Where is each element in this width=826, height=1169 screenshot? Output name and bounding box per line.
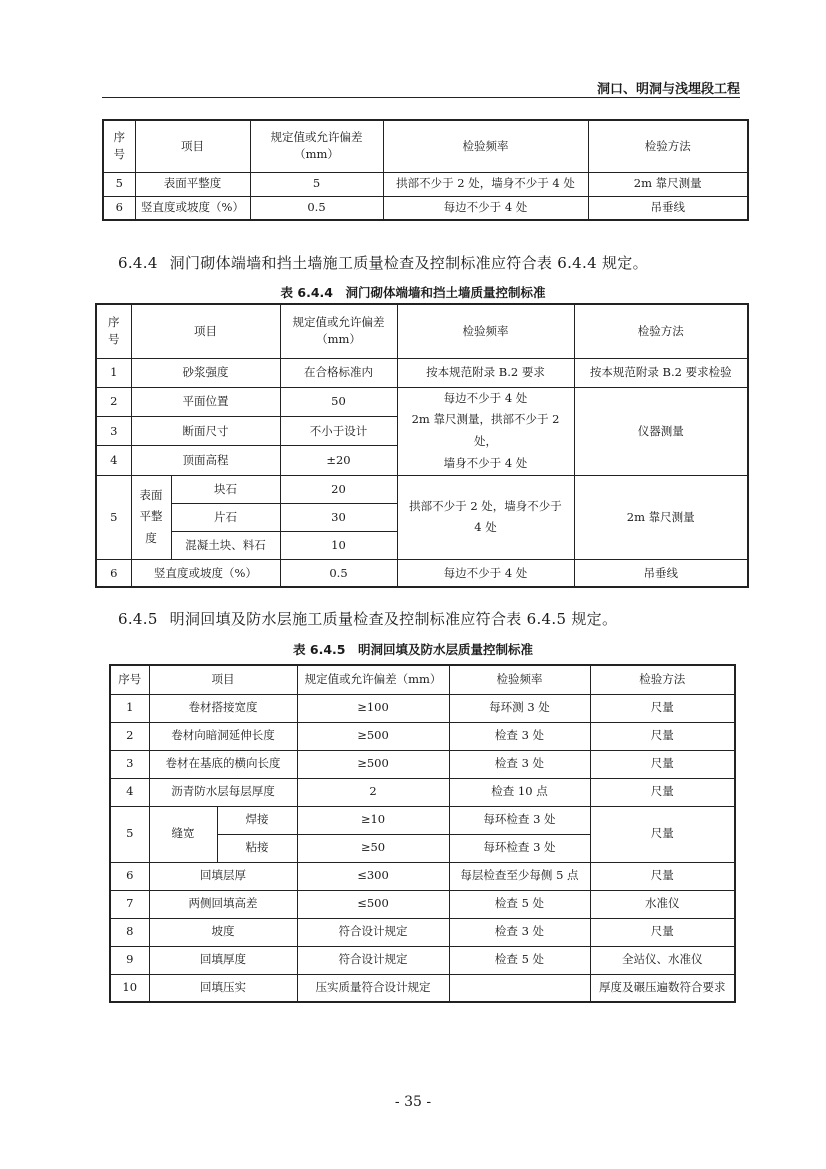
cell-item: 竖直度或坡度（%） (135, 196, 250, 220)
clause-6-4-5 (118, 608, 617, 629)
header-item: 项目 (131, 304, 280, 358)
cell-item: 卷材搭接宽度 (149, 694, 297, 722)
header-tolerance: 规定值或允许偏差 （mm） (250, 120, 383, 172)
cell-method: 尺量 (590, 778, 735, 806)
cell-tolerance: ≥500 (297, 722, 449, 750)
cell-tolerance: 0.5 (280, 559, 397, 587)
cell-method: 按本规范附录 B.2 要求检验 (574, 358, 748, 387)
cell-no: 1 (110, 694, 149, 722)
cell-item: 回填压实 (149, 974, 297, 1002)
cell-method: 尺量 (590, 918, 735, 946)
cell-item: 表面平整度 (135, 172, 250, 196)
header-method: 检验方法 (574, 304, 748, 358)
cell-no: 2 (96, 387, 131, 416)
cell-no: 7 (110, 890, 149, 918)
cell-group: 缝宽 (149, 806, 217, 862)
cell-frequency: 每层检查至少每侧 5 点 (449, 862, 590, 890)
table-row (110, 722, 735, 750)
cell-no: 4 (110, 778, 149, 806)
cell-item: 沥青防水层每层厚度 (149, 778, 297, 806)
cell-item: 平面位置 (131, 387, 280, 416)
cell-method-merged: 仪器测量 (574, 387, 748, 475)
table-row (110, 862, 735, 890)
table-header-row (103, 120, 748, 172)
cell-method: 2m 靠尺测量 (588, 172, 748, 196)
cell-no: 2 (110, 722, 149, 750)
cell-frequency: 检查 3 处 (449, 750, 590, 778)
table-row (110, 778, 735, 806)
table-row (103, 172, 748, 196)
cell-method: 水准仪 (590, 890, 735, 918)
cell-group: 表面 平整 度 (131, 475, 171, 559)
header-tolerance: 规定值或允许偏差 （mm） (280, 304, 397, 358)
table-continued (102, 119, 749, 221)
cell-tolerance: 50 (280, 387, 397, 416)
header-frequency: 检验频率 (383, 120, 588, 172)
cell-no: 6 (110, 862, 149, 890)
cell-no: 6 (103, 196, 135, 220)
cell-tolerance: 符合设计规定 (297, 946, 449, 974)
table-row (96, 559, 748, 587)
cell-tolerance: 2 (297, 778, 449, 806)
clause-text: 明洞回填及防水层施工质量检查及控制标准应符合表 6.4.5 规定。 (169, 610, 618, 628)
table-row (103, 196, 748, 220)
table-6-4-5 (109, 664, 736, 1003)
cell-item: 两侧回填高差 (149, 890, 297, 918)
table-row (110, 750, 735, 778)
cell-no: 1 (96, 358, 131, 387)
cell-method: 吊垂线 (574, 559, 748, 587)
cell-tolerance: 0.5 (250, 196, 383, 220)
header-frequency: 检验频率 (449, 665, 590, 694)
cell-tolerance: 5 (250, 172, 383, 196)
header-tolerance: 规定值或允许偏差（mm） (297, 665, 449, 694)
cell-subitem: 焊接 (217, 806, 297, 834)
cell-method: 尺量 (590, 694, 735, 722)
clause-6-4-4 (118, 252, 648, 273)
cell-tolerance: 10 (280, 531, 397, 559)
cell-tolerance: ≤300 (297, 862, 449, 890)
cell-frequency: 检查 5 处 (449, 946, 590, 974)
header-no: 序 号 (96, 304, 131, 358)
cell-method: 吊垂线 (588, 196, 748, 220)
running-header: 洞口、明洞与浅埋段工程 (596, 82, 740, 97)
cell-frequency: 每环检查 3 处 (449, 806, 590, 834)
table-row (110, 694, 735, 722)
table-6-4-4-caption: 表 6.4.4 洞门砌体端墙和挡土墙质量控制标准 (280, 285, 546, 300)
cell-method: 尺量 (590, 750, 735, 778)
cell-no: 3 (110, 750, 149, 778)
cell-method: 尺量 (590, 862, 735, 890)
cell-method: 尺量 (590, 722, 735, 750)
table-row (110, 890, 735, 918)
cell-subitem: 片石 (171, 503, 280, 531)
table-6-4-5-caption: 表 6.4.5 明洞回填及防水层质量控制标准 (293, 642, 533, 657)
header-item: 项目 (135, 120, 250, 172)
cell-tolerance: 30 (280, 503, 397, 531)
cell-item: 竖直度或坡度（%） (131, 559, 280, 587)
cell-method-merged: 尺量 (590, 806, 735, 862)
cell-frequency: 每环测 3 处 (449, 694, 590, 722)
table-row (110, 946, 735, 974)
cell-tolerance: 符合设计规定 (297, 918, 449, 946)
cell-frequency: 检查 3 处 (449, 722, 590, 750)
cell-tolerance: ≥10 (297, 806, 449, 834)
cell-item: 坡度 (149, 918, 297, 946)
cell-frequency (449, 974, 590, 1002)
cell-no: 3 (96, 416, 131, 445)
header-frequency: 检验频率 (397, 304, 574, 358)
table-header-row (96, 304, 748, 358)
cell-frequency: 检查 5 处 (449, 890, 590, 918)
header-method: 检验方法 (590, 665, 735, 694)
cell-tolerance: ≥50 (297, 834, 449, 862)
header-no: 序号 (110, 665, 149, 694)
cell-frequency: 检查 10 点 (449, 778, 590, 806)
cell-no: 5 (96, 475, 131, 559)
cell-subitem: 混凝土块、料石 (171, 531, 280, 559)
cell-frequency: 每环检查 3 处 (449, 834, 590, 862)
cell-subitem: 块石 (171, 475, 280, 503)
cell-tolerance: ≤500 (297, 890, 449, 918)
header-item: 项目 (149, 665, 297, 694)
cell-subitem: 粘接 (217, 834, 297, 862)
header-rule (102, 97, 740, 98)
table-header-row (110, 665, 735, 694)
cell-frequency: 每边不少于 4 处 (383, 196, 588, 220)
cell-method: 厚度及碾压遍数符合要求 (590, 974, 735, 1002)
cell-frequency: 检查 3 处 (449, 918, 590, 946)
cell-item: 砂浆强度 (131, 358, 280, 387)
cell-no: 8 (110, 918, 149, 946)
clause-number: 6.4.5 (118, 610, 158, 628)
cell-tolerance: ≥500 (297, 750, 449, 778)
header-method: 检验方法 (588, 120, 748, 172)
cell-tolerance: 压实质量符合设计规定 (297, 974, 449, 1002)
cell-item: 回填厚度 (149, 946, 297, 974)
cell-item: 卷材在基底的横向长度 (149, 750, 297, 778)
cell-no: 9 (110, 946, 149, 974)
table-row (110, 806, 735, 834)
cell-tolerance: 20 (280, 475, 397, 503)
cell-no: 5 (103, 172, 135, 196)
table-row (96, 358, 748, 387)
cell-frequency: 按本规范附录 B.2 要求 (397, 358, 574, 387)
table-row (110, 974, 735, 1002)
cell-tolerance: 不小于设计 (280, 416, 397, 445)
table-6-4-4 (95, 303, 749, 588)
cell-no: 10 (110, 974, 149, 1002)
table-row (110, 918, 735, 946)
cell-frequency: 拱部不少于 2 处，墙身不少于 4 处 (383, 172, 588, 196)
cell-frequency: 每边不少于 4 处 (397, 559, 574, 587)
clause-text: 洞门砌体端墙和挡土墙施工质量检查及控制标准应符合表 6.4.4 规定。 (169, 254, 648, 272)
cell-method-merged: 2m 靠尺测量 (574, 475, 748, 559)
cell-no: 6 (96, 559, 131, 587)
cell-item: 断面尺寸 (131, 416, 280, 445)
cell-frequency-merged: 拱部不少于 2 处，墙身不少于 4 处 (397, 475, 574, 559)
cell-item: 卷材向暗洞延伸长度 (149, 722, 297, 750)
cell-item: 顶面高程 (131, 446, 280, 475)
cell-tolerance: ≥100 (297, 694, 449, 722)
header-no: 序 号 (103, 120, 135, 172)
cell-no: 4 (96, 446, 131, 475)
cell-item: 回填层厚 (149, 862, 297, 890)
clause-number: 6.4.4 (118, 254, 158, 272)
page-number: - 35 - (394, 1094, 432, 1110)
cell-no: 5 (110, 806, 149, 862)
cell-method: 全站仪、水准仪 (590, 946, 735, 974)
table-row (96, 387, 748, 416)
cell-tolerance: 在合格标准内 (280, 358, 397, 387)
cell-tolerance: ±20 (280, 446, 397, 475)
cell-frequency-merged: 每边不少于 4 处 2m 靠尺测量，拱部不少于 2 处， 墙身不少于 4 处 (397, 387, 574, 475)
table-row (96, 475, 748, 503)
